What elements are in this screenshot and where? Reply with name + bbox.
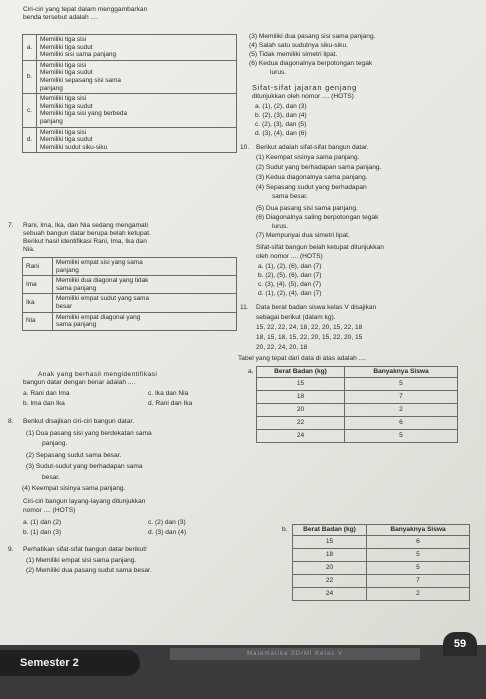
q7-option-c[interactable]: c. Ika dan Nia (148, 390, 189, 397)
cell-line: sama panjang (56, 284, 97, 292)
q11-table-b (292, 524, 470, 601)
option-line: Memiliki sepasang sisi sama (40, 76, 121, 84)
q9-cont-item: lurus. (270, 69, 287, 76)
q9-cont-item: (3) Memiliki dua pasang sisi sama panjang. (249, 33, 376, 40)
option-line: panjang (40, 117, 63, 125)
q10-option-a[interactable]: a. (1), (2), (6), dan (7) (258, 263, 322, 270)
q8-question-2: nomor .... (HOTS) (23, 507, 76, 514)
q8-line-1: Berikut disajikan ciri-ciri bangun datar. (23, 418, 135, 425)
q11-line-1: Data berat badan siswa kelas V disajikan (256, 304, 377, 311)
q10-option-d[interactable]: d. (1), (2), (4), dan (7) (258, 290, 322, 297)
q11-table-a (256, 366, 458, 443)
q11-line-3: Tabel yang tepat dari data di atas adalah .... (238, 355, 366, 362)
q10-item: (2) Sudut yang berhadapan sama panjang. (256, 164, 382, 171)
semester-label: Semester 2 (0, 650, 140, 676)
cell-count: 6 (367, 536, 470, 549)
table-row (293, 549, 470, 562)
q8-item: (2) Sepasang sudut sama besar. (26, 452, 122, 459)
identification (53, 276, 237, 294)
cell-weight: 22 (293, 575, 367, 588)
intro-line-1: Ciri-ciri yang tepat dalam menggambarkan (23, 6, 148, 13)
q8-item: panjang. (42, 440, 68, 447)
q11-data-3: 20, 22, 24, 20, 18 (256, 344, 308, 351)
q7-option-d[interactable]: d. Rani dan Ika (148, 400, 193, 407)
q10-item: (7) Mempunyai dua simetri lipat. (256, 232, 350, 239)
option-line: Memiliki tiga sisi (40, 36, 87, 43)
option-line: Memiliki tiga sisi (40, 128, 87, 136)
q10-line-1: Berikut adalah sifat-sifat bangun datar. (256, 144, 369, 151)
option-letter: c. (23, 94, 37, 127)
student-name: Ima (23, 276, 53, 294)
option-text (37, 94, 237, 127)
q10-number: 10. (240, 144, 250, 151)
q8-item: besar. (42, 474, 60, 481)
q6-option-b[interactable] (23, 60, 237, 93)
q10-item: (5) Dua pasang sisi sama panjang. (256, 205, 358, 212)
q8-option-d[interactable]: d. (3) dan (4) (148, 529, 187, 536)
cell-weight: 18 (257, 391, 345, 404)
q7-option-a[interactable]: a. Rani dan Ima (23, 390, 70, 397)
cell-count: 5 (367, 549, 470, 562)
cell-count: 2 (367, 588, 470, 601)
q6-option-a[interactable] (23, 35, 237, 61)
option-line: Memiliki sisi sama panjang (40, 51, 117, 59)
q6-option-c[interactable] (23, 94, 237, 127)
table-row (257, 378, 458, 391)
q9-item: (1) Memiliki empat sisi sama panjang. (26, 557, 137, 564)
table-row (293, 562, 470, 575)
q11-line-2: sebagai berikut (dalam kg). (256, 314, 336, 321)
table-row (257, 430, 458, 443)
header-banyaknya: Banyaknya Siswa (367, 525, 470, 536)
cell-line: Memiliki empat sisi yang sama (56, 259, 143, 266)
q10-item: lurus. (272, 223, 289, 230)
q8-item: (4) Keempat sisinya sama panjang. (22, 485, 126, 492)
option-line: Memiliki tiga sisi (40, 95, 87, 103)
q8-number: 8. (8, 418, 14, 425)
q11-number: 11. (240, 304, 249, 311)
q8-option-c[interactable]: c. (2) dan (3) (148, 519, 186, 526)
cell-line: Memiliki dua diagonal yang tidak (56, 277, 149, 285)
option-text (37, 35, 237, 61)
option-line: Memiliki sudut siku-siku (40, 143, 108, 151)
identification (53, 294, 237, 312)
cell-line: sama panjang (56, 321, 97, 329)
option-line: Memiliki tiga sisi yang berbeda (40, 110, 128, 118)
q8-question-1: Ciri-ciri bangun layang-layang ditunjukkan (23, 498, 146, 505)
q9-option-a[interactable]: a. (1), (2), dan (3) (255, 103, 307, 110)
q10-item: (6) Diagonalnya saling berpotongan tegak (256, 214, 379, 221)
table-row (23, 294, 237, 312)
cell-count: 5 (345, 378, 458, 391)
table-row (257, 391, 458, 404)
q9-cont-item: (4) Salah satu sudutnya siku-siku. (249, 42, 348, 49)
option-line: Memiliki tiga sudut (40, 136, 93, 144)
q9-number: 9. (8, 546, 14, 553)
q6-options-table (22, 34, 237, 153)
option-line: Memiliki tiga sudut (40, 102, 93, 110)
q9-item: (2) Memiliki dua pasang sudut sama besar. (26, 567, 152, 574)
identification (53, 312, 237, 330)
cell-weight: 15 (257, 378, 345, 391)
cell-weight: 15 (293, 536, 367, 549)
q7-identification-table (22, 257, 237, 331)
q10-option-c[interactable]: c. (3), (4), (5), dan (7) (258, 281, 322, 288)
option-text (37, 127, 237, 153)
option-line: Memiliki tiga sisi (40, 61, 87, 69)
q11-option-b-label[interactable]: b. (282, 526, 288, 533)
q10-item: (3) Kedua diagonalnya sama panjang. (256, 174, 368, 181)
q10-option-b[interactable]: b. (2), (5), (6), dan (7) (258, 272, 322, 279)
q8-option-a[interactable]: a. (1) dan (2) (23, 519, 62, 526)
table-row (23, 312, 237, 330)
q9-line-1: Perhatikan sifat-sifat bangun datar berikut! (23, 546, 147, 553)
cell-line: besar (56, 302, 72, 310)
q7-after-line-2: bangun datar dengan benar adalah .... (23, 379, 136, 386)
q10-question-1: Sifat-sifat bangun belah ketupat ditunjukkan (256, 244, 384, 251)
q9-cont-item: (5) Tidak memiliki simetri lipat. (249, 51, 338, 58)
cell-count: 2 (345, 404, 458, 417)
cell-count: 7 (367, 575, 470, 588)
cell-line: Memiliki empat diagonal yang (56, 313, 141, 321)
student-name: Nia (23, 312, 53, 330)
table-row (293, 536, 470, 549)
table-row (293, 588, 470, 601)
table-row (257, 404, 458, 417)
student-name: Ika (23, 294, 53, 312)
header-banyaknya: Banyaknya Siswa (345, 367, 458, 378)
q8-item: (1) Dua pasang sisi yang berdekatan sama (26, 430, 152, 437)
intro-line-2: benda tersebut adalah .... (23, 14, 98, 21)
option-letter: a. (23, 35, 37, 61)
q10-item: (1) Keempat sisinya sama panjang. (256, 154, 360, 161)
q7-after-line-1: Anak yang berhasil mengidentifikasi (38, 371, 158, 378)
option-line: panjang (40, 84, 63, 92)
header-berat: Berat Badan (kg) (293, 525, 367, 536)
q11-data-1: 15, 22, 22, 24, 18, 22, 20, 15, 22, 18 (256, 324, 363, 331)
cell-count: 5 (345, 430, 458, 443)
q10-question-2: oleh nomor .... (HOTS) (256, 253, 323, 260)
cell-weight: 24 (257, 430, 345, 443)
q8-option-b[interactable]: b. (1) dan (3) (23, 529, 62, 536)
cell-weight: 20 (257, 404, 345, 417)
q9-option-b[interactable]: b. (2), (3), dan (4) (255, 112, 307, 119)
cell-line: panjang (56, 266, 79, 274)
option-line: Memiliki tiga sudut (40, 43, 93, 51)
footer-strip: Matematika SD/MI Kelas V (170, 648, 420, 660)
option-text (37, 60, 237, 93)
table-row (23, 258, 237, 276)
cell-line: Memiliki empat sudut yang sama (56, 295, 150, 303)
q10-item: sama besar. (272, 193, 308, 200)
cell-count: 7 (345, 391, 458, 404)
q7-option-b[interactable]: b. Ima dan Ika (23, 400, 65, 407)
page-number: 59 (443, 632, 477, 656)
cell-weight: 18 (293, 549, 367, 562)
q7-line-4: Nia. (23, 246, 35, 253)
option-letter: b. (23, 60, 37, 93)
cell-weight: 20 (293, 562, 367, 575)
student-name: Rani (23, 258, 53, 276)
q9-jajaran-line-1: Sifat-sifat jajaran genjang (252, 83, 358, 92)
cell-weight: 24 (293, 588, 367, 601)
q11-data-2: 18, 15, 18, 15, 22, 20, 15, 22, 20, 15 (256, 334, 363, 341)
table-row (293, 575, 470, 588)
q7-line-3: Berikut hasil identifikasi Rani, Ima, Ika dan (23, 238, 147, 245)
q7-number: 7. (8, 222, 14, 229)
q7-line-1: Rani, Ima, Ika, dan Nia sedang mengamati (23, 222, 148, 229)
q10-item: (4) Sepasang sudut yang berhadapan (256, 184, 367, 191)
table-row (257, 417, 458, 430)
q11-option-a-label[interactable]: a. (248, 368, 254, 375)
q6-option-d[interactable] (23, 127, 237, 153)
q9-cont-item: (6) Kedua diagonalnya berpotongan tegak (249, 60, 373, 67)
cell-weight: 22 (257, 417, 345, 430)
identification (53, 258, 237, 276)
q9-option-d[interactable]: d. (3), (4), dan (6) (255, 130, 307, 137)
option-line: Memiliki tiga sudut (40, 69, 93, 77)
q7-line-2: sebuah bangun datar berupa belah ketupat. (23, 230, 151, 237)
q9-jajaran-line-2: ditunjukkan oleh nomor .... (HOTS) (252, 93, 354, 100)
table-row (23, 276, 237, 294)
q8-item: (3) Sudut-sudut yang berhadapan sama (26, 463, 143, 470)
cell-count: 6 (345, 417, 458, 430)
q9-option-c[interactable]: c. (2), (3), dan (5) (255, 121, 307, 128)
cell-count: 5 (367, 562, 470, 575)
option-letter: d. (23, 127, 37, 153)
header-berat: Berat Badan (kg) (257, 367, 345, 378)
